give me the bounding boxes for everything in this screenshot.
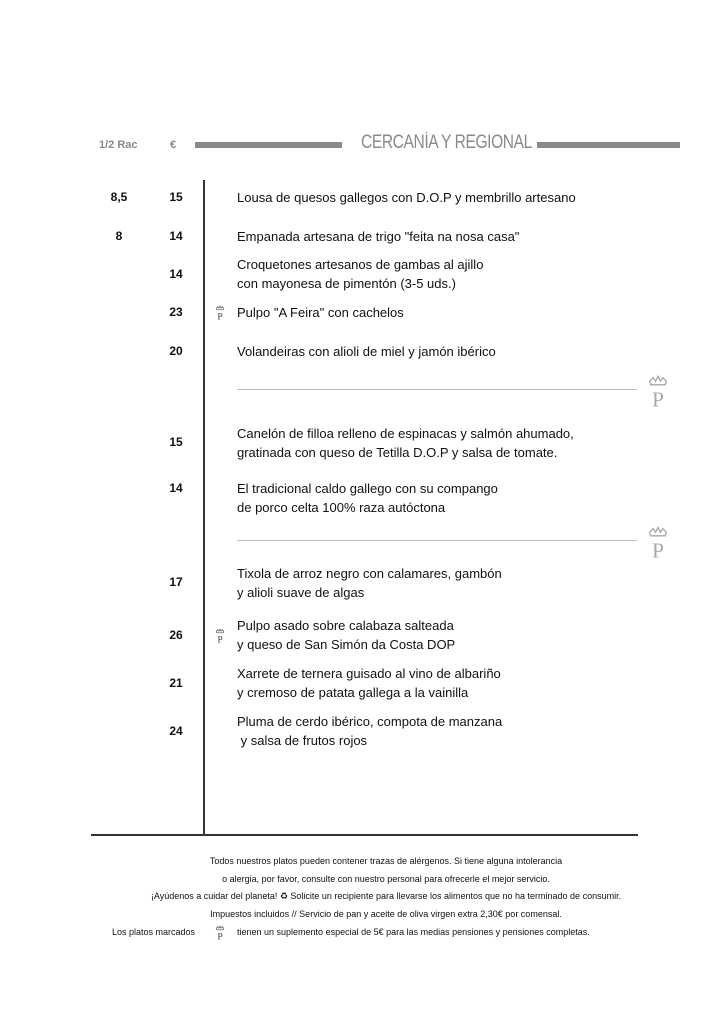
header-rule-right: [537, 142, 680, 148]
portion-price: 15: [169, 435, 183, 449]
portion-price: 14: [169, 267, 183, 281]
allergen-notice-cont: o alergia, por favor, consulte con nuestro personal para ofrecerle el mejor servicio.: [222, 874, 550, 884]
portion-price: 14: [169, 229, 183, 243]
section-title: CERCANÍA Y REGIONAL: [361, 132, 532, 153]
planet-notice: ¡Ayúdenos a cuidar del planeta! ♻ Solicite un recipiente para llevarse los alimentos que no ha terminado de consumir.: [150, 891, 622, 901]
column-divider: [203, 180, 205, 836]
portion-price: 14: [169, 481, 183, 495]
supplement-mark-icon: [213, 305, 227, 321]
taxes-notice: Impuestos incluidos // Servicio de pan y aceite de oliva virgen extra 2,30€ por comensal.: [210, 909, 562, 919]
portion-price: 15: [169, 190, 183, 204]
supplement-notice-end: tienen un suplemento especial de 5€ para las medias pensiones y pensiones completas.: [237, 927, 590, 937]
portion-price: 26: [169, 628, 183, 642]
dish-description: Xarrete de ternera guisado al vino de albariño y cremoso de patata gallega a la vainilla: [237, 666, 501, 700]
half-portion-price: 8,5: [110, 190, 128, 204]
portion-price: 20: [169, 344, 183, 358]
section-divider: [237, 540, 637, 541]
supplement-mark-icon: [213, 628, 227, 644]
portion-price: 23: [169, 305, 183, 319]
portion-price: 24: [169, 724, 183, 738]
dish-description: Pluma de cerdo ibérico, compota de manzana y salsa de frutos rojos: [237, 714, 503, 748]
dish-description: Pulpo "A Feira" con cachelos: [237, 305, 404, 320]
parador-logo-icon: [645, 374, 671, 410]
supplement-mark-icon: [213, 925, 227, 941]
dish-description: Tixola de arroz negro con calamares, gambón y alioli suave de algas: [237, 566, 502, 600]
dish-description: Lousa de quesos gallegos con D.O.P y membrillo artesano: [237, 190, 576, 205]
dish-description: Volandeiras con alioli de miel y jamón ibérico: [237, 344, 496, 359]
dish-description: Empanada artesana de trigo "feita na nosa casa": [237, 229, 520, 244]
dish-description: Croquetones artesanos de gambas al ajillo con mayonesa de pimentón (3-5 uds.): [237, 257, 484, 291]
half-portion-column-label: 1/2 Rac: [99, 139, 138, 151]
supplement-notice-start: Los platos marcados: [112, 927, 196, 937]
header-rule-left: [195, 142, 342, 148]
allergen-notice: Todos nuestros platos pueden contener trazas de alérgenos. Si tiene alguna intolerancia: [209, 856, 563, 866]
half-portion-price: 8: [115, 229, 123, 243]
section-divider: [237, 389, 637, 390]
parador-logo-icon: [645, 525, 671, 561]
footer-rule: [91, 834, 638, 836]
dish-description: El tradicional caldo gallego con su compango de porco celta 100% raza autóctona: [237, 481, 498, 515]
price-column-label: €: [170, 139, 177, 151]
portion-price: 17: [169, 575, 183, 589]
dish-description: Pulpo asado sobre calabaza salteada y queso de San Simón da Costa DOP: [237, 618, 456, 652]
dish-description: Canelón de filloa relleno de espinacas y salmón ahumado, gratinada con queso de Tetilla D.O.P y salsa de tomate.: [237, 426, 574, 460]
portion-price: 21: [169, 676, 183, 690]
